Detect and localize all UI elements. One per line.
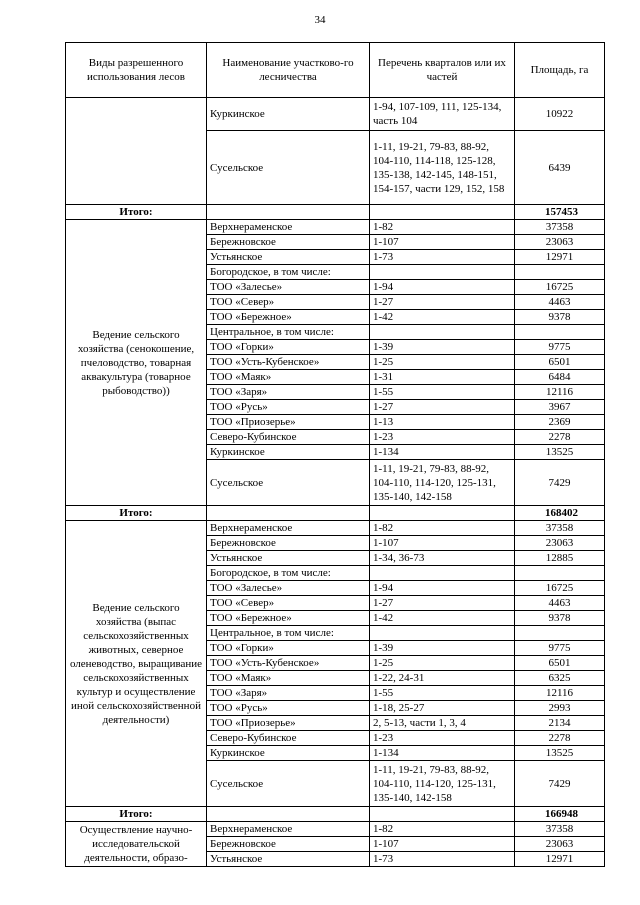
table-row: ТОО «Залесье» 1-94 16725	[66, 581, 605, 596]
table-row: Северо-Кубинское 1-23 2278	[66, 731, 605, 746]
table-row: ТОО «Заря» 1-55 12116	[66, 385, 605, 400]
table-row: ТОО «Север» 1-27 4463	[66, 295, 605, 310]
quarters-cell: 1-82	[370, 220, 515, 235]
table-row	[66, 98, 605, 131]
table-row: ТОО «Заря» 1-55 12116	[66, 686, 605, 701]
district-cell: Верхнераменское	[207, 521, 370, 536]
table-row: ТОО «Горки» 1-39 9775	[66, 641, 605, 656]
table-row: ТОО «Бережное» 1-42 9378	[66, 611, 605, 626]
quarters-cell: 1-82	[370, 521, 515, 536]
table-row: Богородское, в том числе:	[66, 265, 605, 280]
table-row: ТОО «Русь» 1-18, 25-27 2993	[66, 701, 605, 716]
table-row	[66, 822, 605, 837]
quarters-cell: 1-11, 19-21, 79-83, 88-92, 104-110, 114-118, 125-128, 135-138, 142-145, 148-151, 154-157, части 129, 152, 158	[370, 131, 515, 205]
total-area: 157453	[515, 205, 605, 220]
use-cell	[66, 98, 207, 205]
table-row: Куркинское 1-134 13525	[66, 445, 605, 460]
table-row: Богородское, в том числе:	[66, 566, 605, 581]
table-row: ТОО «Горки» 1-39 9775	[66, 340, 605, 355]
table-row: ТОО «Приозерье» 1-13 2369	[66, 415, 605, 430]
total-label: Итого:	[66, 506, 207, 521]
table-row: Центральное, в том числе:	[66, 325, 605, 340]
table-row: Центральное, в том числе:	[66, 626, 605, 641]
table-row: Бережновское 1-107 23063	[66, 235, 605, 250]
table-row	[66, 220, 605, 235]
area-cell: 10922	[515, 98, 605, 131]
table-row: Устьянское 1-73 12971	[66, 852, 605, 867]
table-row: Бережновское 1-107 23063	[66, 837, 605, 852]
table-row: ТОО «Север» 1-27 4463	[66, 596, 605, 611]
table-row: ТОО «Усть-Кубенское» 1-25 6501	[66, 656, 605, 671]
district-cell: Верхнераменское	[207, 822, 370, 837]
forest-use-table	[65, 42, 605, 867]
use-cell: Ведение сельского хозяйства (выпас сельскохозяйственных животных, северное оленеводство, выращивание сельскохозяйственных культур и осуществление иной сельскохозяйственной деятельности)	[66, 521, 207, 807]
total-label: Итого:	[66, 807, 207, 822]
total-area: 166948	[515, 807, 605, 822]
table-row: Устьянское 1-73 12971	[66, 250, 605, 265]
table-header-row	[66, 43, 605, 98]
total-label: Итого:	[66, 205, 207, 220]
total-row	[66, 506, 605, 521]
district-cell: Верхнераменское	[207, 220, 370, 235]
header-use: Виды разрешенного использования лесов	[66, 43, 207, 98]
header-district: Наименование участково-го лесничества	[207, 43, 370, 98]
table-row: ТОО «Маяк» 1-22, 24-31 6325	[66, 671, 605, 686]
table-row: ТОО «Залесье» 1-94 16725	[66, 280, 605, 295]
table-row: ТОО «Усть-Кубенское» 1-25 6501	[66, 355, 605, 370]
header-area: Площадь, га	[515, 43, 605, 98]
area-cell: 37358	[515, 822, 605, 837]
quarters-cell: 1-82	[370, 822, 515, 837]
table-row: Сусельское 1-11, 19-21, 79-83, 88-92, 104-110, 114-120, 125-131, 135-140, 142-158 7429	[66, 761, 605, 807]
table-row: Куркинское 1-134 13525	[66, 746, 605, 761]
district-cell: Сусельское	[207, 131, 370, 205]
table-row	[66, 521, 605, 536]
table-row: ТОО «Бережное» 1-42 9378	[66, 310, 605, 325]
table-row: Бережновское 1-107 23063	[66, 536, 605, 551]
total-row	[66, 807, 605, 822]
area-cell: 37358	[515, 220, 605, 235]
area-cell: 37358	[515, 521, 605, 536]
table-row: Устьянское 1-34, 36-73 12885	[66, 551, 605, 566]
use-cell: Осуществление научно-исследовательской деятельности, образо-	[66, 822, 207, 867]
quarters-cell: 1-94, 107-109, 111, 125-134, часть 104	[370, 98, 515, 131]
district-cell: Куркинское	[207, 98, 370, 131]
total-row	[66, 205, 605, 220]
total-area: 168402	[515, 506, 605, 521]
table-row: ТОО «Маяк» 1-31 6484	[66, 370, 605, 385]
table-row: Северо-Кубинское 1-23 2278	[66, 430, 605, 445]
header-quarters: Перечень кварталов или их частей	[370, 43, 515, 98]
table-row: Сусельское 1-11, 19-21, 79-83, 88-92, 104-110, 114-120, 125-131, 135-140, 142-158 7429	[66, 460, 605, 506]
table-row: ТОО «Русь» 1-27 3967	[66, 400, 605, 415]
area-cell: 6439	[515, 131, 605, 205]
table-row: ТОО «Приозерье» 2, 5-13, части 1, 3, 4 2134	[66, 716, 605, 731]
use-cell: Ведение сельского хозяйства (сенокошение, пчеловодство, товарная аквакультура (товарное рыбоводство))	[66, 220, 207, 506]
page-number: 34	[314, 14, 326, 26]
